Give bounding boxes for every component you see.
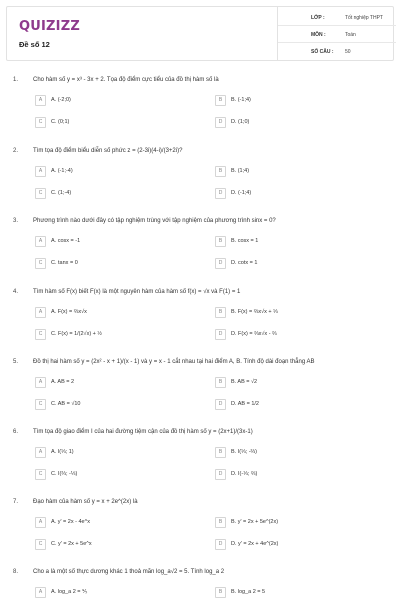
- answer-option-d[interactable]: [215, 539, 385, 551]
- option-letter-box[interactable]: B: [215, 95, 226, 106]
- option-letter-box[interactable]: C: [35, 329, 46, 340]
- question-text: Cho a là một số thực dương khác 1 thoả mãn log_a√2 = 5. Tính log_a 2: [33, 569, 225, 575]
- answer-option-d[interactable]: [215, 188, 385, 200]
- option-letter-box[interactable]: C: [35, 469, 46, 480]
- answer-option-c[interactable]: [35, 117, 205, 129]
- option-text: C. F(x) = 1/(2√x) + ½: [51, 331, 103, 337]
- question-number: 1.: [13, 77, 19, 83]
- option-letter-box[interactable]: D: [215, 539, 226, 550]
- answer-option-c[interactable]: [35, 399, 205, 411]
- answer-option-a[interactable]: [35, 447, 205, 459]
- question-text: Đạo hàm của hàm số y = x + 2e^(2x) là: [33, 499, 138, 505]
- question-number: 5.: [13, 359, 19, 365]
- option-letter-box[interactable]: A: [35, 307, 46, 318]
- answer-option-d[interactable]: [215, 258, 385, 270]
- question-text: Tìm tọa độ giao điểm I của hai đường tiệm cận của đồ thị hàm số y = (2x+1)/(3x-1): [33, 429, 253, 435]
- question-number: 3.: [13, 218, 19, 224]
- option-letter-box[interactable]: B: [215, 517, 226, 528]
- option-text: C. y' = 2x + 5e^x: [51, 541, 92, 547]
- question-number: 7.: [13, 499, 19, 505]
- option-letter-box[interactable]: A: [35, 236, 46, 247]
- quiz-meta-panel: [277, 7, 395, 60]
- option-letter-box[interactable]: C: [35, 399, 46, 410]
- option-text: B. (1;4): [231, 168, 250, 174]
- option-letter-box[interactable]: A: [35, 517, 46, 528]
- question-text: Đồ thị hai hàm số y = (2x² - x + 1)/(x - 1) và y = x - 1 cắt nhau tại hai điểm A, B. Tính độ dài đoạn thẳng AB: [33, 359, 315, 365]
- option-text: B. cosx = 1: [231, 238, 259, 244]
- answer-option-b[interactable]: [215, 447, 385, 459]
- answer-option-b[interactable]: [215, 377, 385, 389]
- option-letter-box[interactable]: D: [215, 188, 226, 199]
- answer-option-d[interactable]: [215, 469, 385, 481]
- answer-option-b[interactable]: [215, 587, 385, 599]
- option-text: D. cotx = 1: [231, 260, 258, 266]
- question-text: Cho hàm số y = x³ - 3x + 2. Tọa độ điểm cực tiểu của đồ thị hàm số là: [33, 77, 219, 83]
- meta-label: LỚP :: [311, 15, 325, 21]
- question-number: 6.: [13, 429, 19, 435]
- option-text: A. F(x) = ⅔x√x: [51, 309, 87, 315]
- option-text: B. AB = √2: [231, 379, 258, 385]
- option-letter-box[interactable]: D: [215, 469, 226, 480]
- answer-option-c[interactable]: [35, 329, 205, 341]
- question-number: 8.: [13, 569, 19, 575]
- quiz-header: [6, 6, 394, 61]
- option-letter-box[interactable]: C: [35, 539, 46, 550]
- meta-row-subject: [278, 26, 396, 43]
- answer-option-a[interactable]: [35, 166, 205, 178]
- option-text: D. (1;0): [231, 119, 250, 125]
- answer-option-b[interactable]: [215, 95, 385, 107]
- option-text: A. (-2;0): [51, 97, 71, 103]
- question-text: Tìm hàm số F(x) biết F(x) là một nguyên hàm của hàm số f(x) = √x và F(1) = 1: [33, 289, 241, 295]
- option-letter-box[interactable]: B: [215, 307, 226, 318]
- option-text: B. (-1;4): [231, 97, 251, 103]
- meta-label: MÔN :: [311, 32, 326, 38]
- answer-option-a[interactable]: [35, 307, 205, 319]
- answer-option-a[interactable]: [35, 236, 205, 248]
- answer-option-c[interactable]: [35, 188, 205, 200]
- option-text: D. I(-⅓; ⅔): [231, 471, 258, 477]
- option-letter-box[interactable]: C: [35, 188, 46, 199]
- option-letter-box[interactable]: D: [215, 399, 226, 410]
- question-text: Tìm tọa độ điểm biểu diễn số phức z = (2-3i)(4-i)/(3+2i)?: [33, 148, 183, 154]
- option-text: B. F(x) = ⅔x√x + ⅓: [231, 309, 278, 315]
- answer-option-c[interactable]: [35, 539, 205, 551]
- meta-value: 50: [345, 49, 351, 55]
- option-text: D. AB = 1/2: [231, 401, 259, 407]
- question-number: 2.: [13, 148, 19, 154]
- meta-label: SỐ CÂU :: [311, 49, 334, 55]
- answer-option-a[interactable]: [35, 517, 205, 529]
- answer-option-c[interactable]: [35, 258, 205, 270]
- option-text: A. cosx = -1: [51, 238, 81, 244]
- meta-value: Tốt nghiệp THPT: [345, 15, 383, 21]
- answer-option-d[interactable]: [215, 399, 385, 411]
- option-text: C. (1;-4): [51, 190, 72, 196]
- option-text: B. log_a 2 = 5: [231, 589, 266, 595]
- option-letter-box[interactable]: D: [215, 117, 226, 128]
- option-text: C. I(⅔; -⅓): [51, 471, 78, 477]
- answer-option-b[interactable]: [215, 307, 385, 319]
- question-number: 4.: [13, 289, 19, 295]
- option-text: A. I(⅓; 1): [51, 449, 74, 455]
- option-text: B. y' = 2x + 5e^(2x): [231, 519, 279, 525]
- answer-option-a[interactable]: [35, 377, 205, 389]
- option-letter-box[interactable]: D: [215, 258, 226, 269]
- question-text: Phương trình nào dưới đây có tập nghiệm trùng với tập nghiệm của phương trình sinx = 0?: [33, 218, 276, 224]
- option-text: C. (0;1): [51, 119, 70, 125]
- answer-option-b[interactable]: [215, 517, 385, 529]
- quiz-title: Đề số 12: [19, 40, 50, 49]
- option-text: C. AB = √10: [51, 401, 81, 407]
- option-letter-box[interactable]: A: [35, 166, 46, 177]
- option-text: D. (-1;4): [231, 190, 252, 196]
- answer-option-d[interactable]: [215, 117, 385, 129]
- answer-option-b[interactable]: [215, 166, 385, 178]
- option-letter-box[interactable]: B: [215, 587, 226, 598]
- option-letter-box[interactable]: C: [35, 258, 46, 269]
- answer-option-a[interactable]: [35, 95, 205, 107]
- meta-value: Toán: [345, 32, 356, 38]
- meta-row-count: [278, 43, 396, 60]
- answer-option-a[interactable]: [35, 587, 205, 599]
- option-letter-box[interactable]: A: [35, 447, 46, 458]
- option-text: A. log_a 2 = ⅕: [51, 589, 88, 595]
- option-text: A. (-1;-4): [51, 168, 73, 174]
- option-text: D. y' = 2x + 4e^(2x): [231, 541, 279, 547]
- option-letter-box[interactable]: A: [35, 587, 46, 598]
- answer-option-b[interactable]: [215, 236, 385, 248]
- option-letter-box[interactable]: A: [35, 95, 46, 106]
- option-text: A. y' = 2x - 4e^x: [51, 519, 90, 525]
- option-letter-box[interactable]: D: [215, 329, 226, 340]
- option-text: A. AB = 2: [51, 379, 75, 385]
- quizizz-logo: QUIZIZZ: [19, 19, 80, 34]
- answer-option-c[interactable]: [35, 469, 205, 481]
- option-letter-box[interactable]: B: [215, 447, 226, 458]
- option-letter-box[interactable]: B: [215, 166, 226, 177]
- option-letter-box[interactable]: C: [35, 117, 46, 128]
- option-letter-box[interactable]: B: [215, 377, 226, 388]
- meta-row-class: [278, 9, 396, 26]
- option-text: B. I(⅓; -⅔): [231, 449, 257, 455]
- option-text: C. tanx = 0: [51, 260, 78, 266]
- option-letter-box[interactable]: A: [35, 377, 46, 388]
- option-text: D. F(x) = ⅔x√x - ⅔: [231, 331, 277, 337]
- option-letter-box[interactable]: B: [215, 236, 226, 247]
- answer-option-d[interactable]: [215, 329, 385, 341]
